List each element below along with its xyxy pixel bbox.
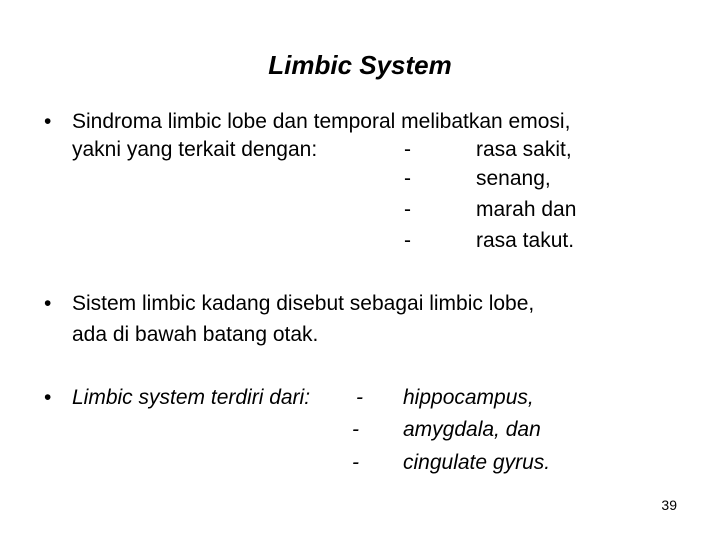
bullet3-item: hippocampus,: [403, 386, 534, 409]
dash-marker: -: [404, 198, 411, 221]
bullet-marker: •: [44, 386, 52, 409]
dash-marker: -: [404, 138, 411, 161]
bullet2-line2: ada di bawah batang otak.: [72, 323, 319, 346]
bullet3-item: cingulate gyrus.: [403, 451, 551, 474]
dash-marker: -: [352, 451, 359, 474]
bullet3-lead: Limbic system terdiri dari:: [72, 386, 311, 409]
bullet1-line1: Sindroma limbic lobe dan temporal melibatkan emosi,: [72, 110, 571, 133]
bullet1-line2: yakni yang terkait dengan:: [72, 138, 318, 161]
dash-marker: -: [404, 229, 411, 252]
dash-marker: -: [352, 418, 359, 441]
bullet3-item: amygdala, dan: [403, 418, 541, 441]
bullet-marker: •: [44, 292, 52, 315]
bullet1-item: rasa sakit,: [476, 138, 572, 161]
dash-marker: -: [356, 386, 363, 409]
bullet1-item: rasa takut.: [476, 229, 575, 252]
bullet-marker: •: [44, 110, 52, 133]
page-number: 39: [661, 497, 677, 513]
bullet1-item: senang,: [476, 167, 551, 190]
dash-marker: -: [404, 167, 411, 190]
bullet1-item: marah dan: [476, 198, 577, 221]
bullet2-line1: Sistem limbic kadang disebut sebagai limbic lobe,: [72, 292, 535, 315]
slide-title: Limbic System: [268, 50, 452, 80]
